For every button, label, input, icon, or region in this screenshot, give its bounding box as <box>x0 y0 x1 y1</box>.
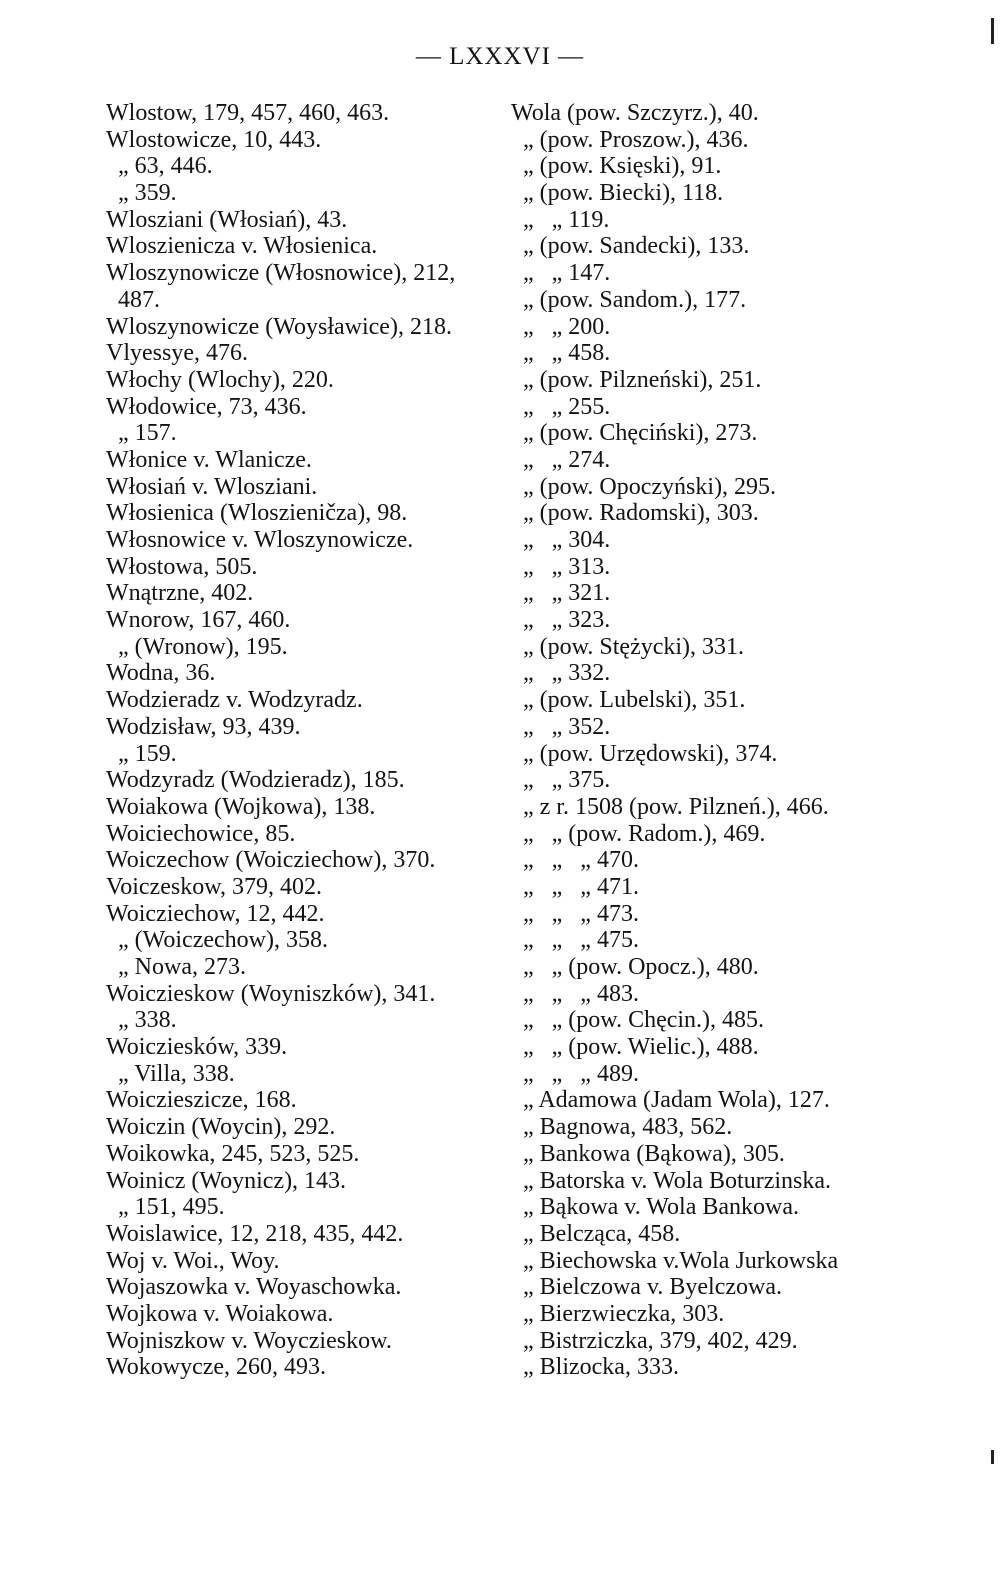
right-index-entry: „ „ (pow. Chęcin.), 485. <box>511 1007 765 1034</box>
left-index-entry: Włostowa, 505. <box>106 553 258 580</box>
right-index-entry: „ „ „ 470. <box>511 847 639 874</box>
left-index-entry: Wlostow, 179, 457, 460, 463. <box>106 100 390 126</box>
left-index-entry: Włonice v. Wlanicze. <box>106 446 312 473</box>
right-index-entry: „ „ 200. <box>511 313 611 340</box>
left-index-entry: Woj v. Woi., Woy. <box>106 1247 280 1274</box>
left-index-entry: Woicziesków, 339. <box>106 1034 288 1061</box>
left-index-entry: Woiczin (Woycin), 292. <box>106 1114 336 1141</box>
left-index-entry: Wlosziani (Włosiań), 43. <box>106 206 348 233</box>
left-index-entry: Woicziechow, 12, 442. <box>106 900 325 927</box>
page-edge-mark <box>991 18 994 44</box>
right-index-entry: „ Biechowska v.Wola Jurkowska <box>511 1247 839 1274</box>
right-index-entry: „ (pow. Księski), 91. <box>511 153 722 180</box>
left-index-entry: „ 159. <box>106 740 177 767</box>
right-index-entry: „ Adamowa (Jadam Wola), 127. <box>511 1087 830 1114</box>
left-index-entry: „ 63, 446. <box>106 153 213 180</box>
left-index-entry: Wloszienicza v. Włosienica. <box>106 233 378 260</box>
right-index-entry: Wola (pow. Szczyrz.), 40. <box>511 100 759 126</box>
left-index-entry: Woiczieskow (Woyniszków), 341. <box>106 980 436 1007</box>
left-index-entry: Wnątrzne, 402. <box>106 580 254 607</box>
right-index-entry: „ Bankowa (Bąkowa), 305. <box>511 1140 785 1167</box>
right-index-entry: „ „ 321. <box>511 580 611 607</box>
right-index-entry: „ Bistrziczka, 379, 402, 429. <box>511 1327 798 1354</box>
right-index-entry: „ „ „ 473. <box>511 900 639 927</box>
left-index-entry: Wodzyradz (Wodzieradz), 185. <box>106 767 405 794</box>
page-edge-mark <box>991 1450 994 1464</box>
right-index-entry: „ (pow. Lubelski), 351. <box>511 687 746 714</box>
left-index-entry: Woiakowa (Wojkowa), 138. <box>106 793 376 820</box>
left-index-entry: Wloszynowicze (Włosnowice), 212, <box>106 260 456 287</box>
right-index-entry: „ (pow. Stężycki), 331. <box>511 633 745 660</box>
right-index-entry: „ „ „ 471. <box>511 873 639 900</box>
left-index-entry: Wokowycze, 260, 493. <box>106 1354 327 1381</box>
left-index-entry: Woikowka, 245, 523, 525. <box>106 1140 360 1167</box>
left-index-entry: Włosienica (Wloszieničza), 98. <box>106 500 408 527</box>
left-index-entry: Wodzisław, 93, 439. <box>106 713 301 740</box>
left-index-entry: Woiczieszicze, 168. <box>106 1087 297 1114</box>
left-index-entry: Wlostowicze, 10, 443. <box>106 126 322 153</box>
right-index-entry: „ „ „ 475. <box>511 927 639 954</box>
right-index-entry: „ „ „ 489. <box>511 1060 639 1087</box>
right-index-entry: „ Bierzwieczka, 303. <box>511 1300 725 1327</box>
right-index-entry: „ (pow. Opoczyński), 295. <box>511 473 777 500</box>
right-index-entry: „ „ 274. <box>511 446 611 473</box>
left-index-entry: „ 157. <box>106 420 177 447</box>
left-index-entry: Włosiań v. Wlosziani. <box>106 473 318 500</box>
left-index-entry: Włosnowice v. Wloszynowicze. <box>106 527 414 553</box>
right-index-entry: „ Batorska v. Wola Boturzinska. <box>511 1167 832 1194</box>
right-index-entry: „ Bagnowa, 483, 562. <box>511 1114 733 1141</box>
right-index-entry: „ „ 119. <box>511 206 610 233</box>
left-index-entry: Włochy (Wlochy), 220. <box>106 366 334 393</box>
right-index-entry: „ (pow. Sandecki), 133. <box>511 233 750 260</box>
right-index-entry: „ Blizocka, 333. <box>511 1354 679 1381</box>
right-index-entry: „ „ 332. <box>511 660 611 687</box>
right-index-entry: „ „ (pow. Opocz.), 480. <box>511 954 759 980</box>
left-index-entry: Vlyessye, 476. <box>106 340 248 367</box>
page-number: — LXXXVI — <box>415 43 585 70</box>
left-index-entry: „ 151, 495. <box>106 1194 225 1221</box>
left-index-entry: „ (Wronow), 195. <box>106 633 288 660</box>
left-index-entry: „ 338. <box>106 1007 177 1034</box>
left-index-entry: Wojaszowka v. Woyaschowka. <box>106 1274 402 1301</box>
right-index-entry: „ „ „ 483. <box>511 980 639 1007</box>
right-index-entry: „ (pow. Biecki), 118. <box>511 180 724 207</box>
right-index-entry: „ „ 352. <box>511 713 611 740</box>
right-index-entry: „ Bielczowa v. Byelczowa. <box>511 1274 782 1301</box>
left-index-entry: „ Nowa, 273. <box>106 954 246 980</box>
left-index-entry: 487. <box>106 286 160 313</box>
left-index-entry: Wodna, 36. <box>106 660 216 687</box>
left-index-entry: Woislawice, 12, 218, 435, 442. <box>106 1220 404 1247</box>
left-index-entry: Voiczeskow, 379, 402. <box>106 873 322 900</box>
right-index-entry: „ „ 304. <box>511 527 611 553</box>
right-index-entry: „ „ (pow. Wielic.), 488. <box>511 1034 759 1061</box>
left-index-entry: Wodzieradz v. Wodzyradz. <box>106 687 363 714</box>
left-index-entry: Wojkowa v. Woiakowa. <box>106 1300 334 1327</box>
right-index-entry: „ Bąkowa v. Wola Bankowa. <box>511 1194 799 1221</box>
right-index-entry: „ „ 147. <box>511 260 611 287</box>
index-column-left <box>106 100 506 1381</box>
right-index-entry: „ „ 255. <box>511 393 611 420</box>
right-index-entry: „ (pow. Radomski), 303. <box>511 500 759 527</box>
right-index-entry: „ (pow. Proszow.), 436. <box>511 126 749 153</box>
left-index-entry: Wojniszkow v. Woyczieskow. <box>106 1327 392 1354</box>
right-index-entry: „ (pow. Pilzneński), 251. <box>511 366 762 393</box>
right-index-entry: „ „ 458. <box>511 340 611 367</box>
left-index-entry: Woinicz (Woynicz), 143. <box>106 1167 347 1194</box>
left-index-entry: „ 359. <box>106 180 177 207</box>
right-index-entry: „ (pow. Urzędowski), 374. <box>511 740 778 767</box>
left-index-entry: Włodowice, 73, 436. <box>106 393 307 420</box>
right-index-entry: „ „ 313. <box>511 553 611 580</box>
left-index-entry: Wloszynowicze (Woysławice), 218. <box>106 313 452 340</box>
right-index-entry: „ „ (pow. Radom.), 469. <box>511 820 766 847</box>
right-index-entry: „ „ 323. <box>511 607 611 634</box>
right-index-entry: „ (pow. Chęciński), 273. <box>511 420 758 447</box>
left-index-entry: Woiciechowice, 85. <box>106 820 296 847</box>
right-index-entry: „ z r. 1508 (pow. Pilzneń.), 466. <box>511 793 829 820</box>
left-index-entry: Wnorow, 167, 460. <box>106 607 291 634</box>
index-column-right <box>511 100 951 1381</box>
left-index-entry: „ Villa, 338. <box>106 1060 235 1087</box>
right-index-entry: „ „ 375. <box>511 767 611 794</box>
left-index-entry: „ (Woiczechow), 358. <box>106 927 328 954</box>
left-index-entry: Woiczechow (Woicziechow), 370. <box>106 847 436 874</box>
right-index-entry: „ (pow. Sandom.), 177. <box>511 286 747 313</box>
right-index-entry: „ Belcząca, 458. <box>511 1220 681 1247</box>
